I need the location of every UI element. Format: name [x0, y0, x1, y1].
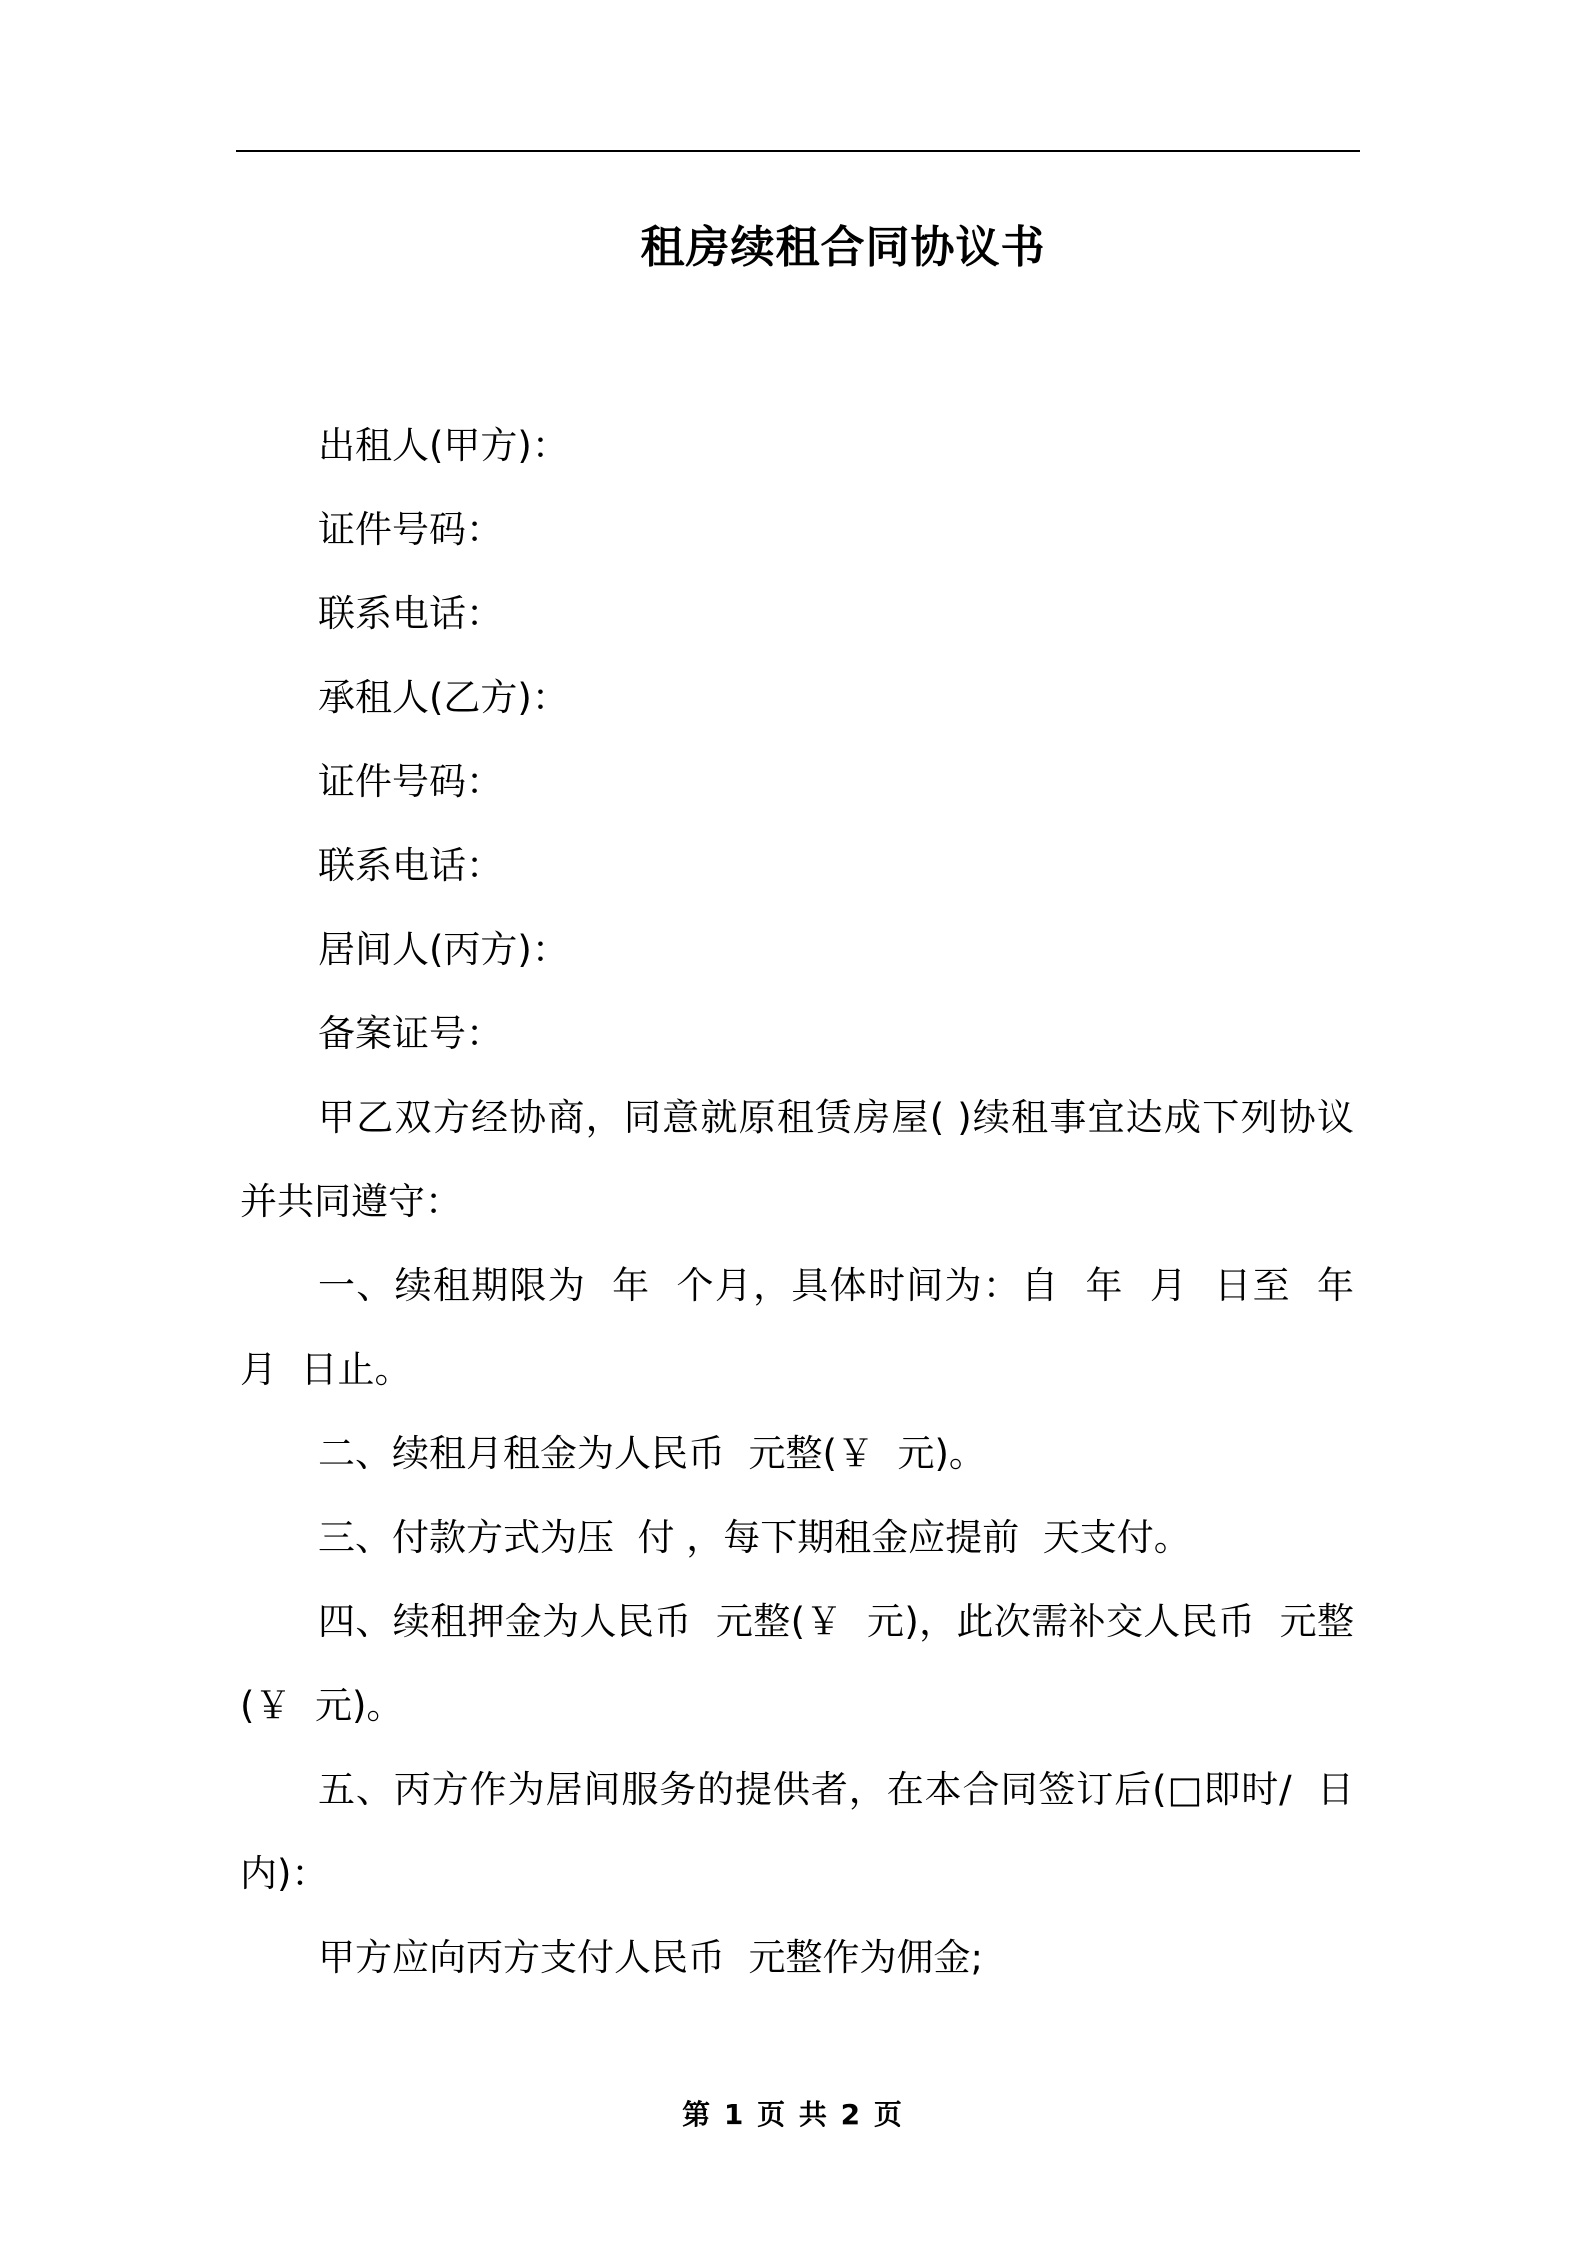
page-number-footer: 第 1 页 共 2 页 [682, 2098, 904, 2131]
lessee-id-line: 证件号码： [318, 760, 503, 803]
header-rule [236, 150, 1360, 152]
commission-line: 甲方应向丙方支付人民币 元整作为佣金; [318, 1936, 983, 1979]
agreement-intro-paragraph: 甲乙双方经协商，同意就原租赁房屋( )续租事宜达成下列协议并共同遵守： [240, 1096, 1354, 1223]
lessor-line: 出租人(甲方)： [318, 424, 569, 467]
lessor-id-line: 证件号码： [318, 508, 503, 551]
broker-line: 居间人(丙方)： [318, 928, 569, 971]
contract-body [240, 404, 1378, 2000]
lessee-line: 承租人(乙方)： [318, 676, 569, 719]
clause-2-rent: 二、续租月租金为人民币 元整(￥ 元)。 [318, 1432, 986, 1475]
clause-1-term: 一、续租期限为 年 个月，具体时间为：自 年 月 日至 年 月 日止。 [240, 1264, 1378, 1391]
lessor-phone-line: 联系电话： [318, 592, 503, 635]
document-title: 租房续租合同协议书 [640, 222, 1046, 273]
clause-5-broker-service: 五、丙方作为居间服务的提供者，在本合同签订后(□即时/ 日内)： [240, 1768, 1354, 1895]
lessee-phone-line: 联系电话： [318, 844, 503, 887]
clause-4-deposit: 四、续租押金为人民币 元整(￥ 元)，此次需补交人民币 元整(￥ 元)。 [240, 1600, 1354, 1727]
record-number-line: 备案证号： [318, 1012, 503, 1055]
clause-3-payment: 三、付款方式为压 付 ，每下期租金应提前 天支付。 [318, 1516, 1191, 1559]
